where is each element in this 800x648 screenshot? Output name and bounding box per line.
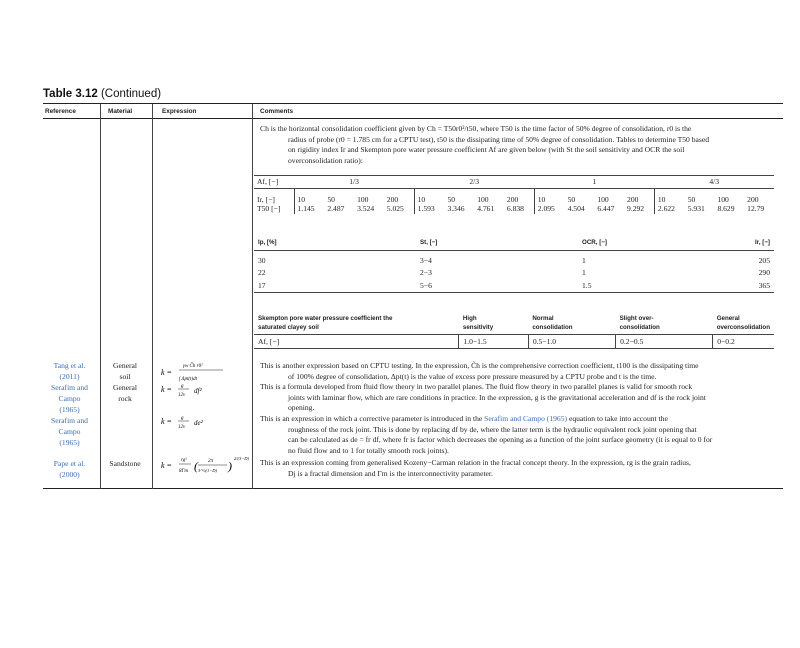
formula-serafim-1-graphic — [161, 380, 221, 402]
svg-text:rg²: rg² — [181, 458, 187, 463]
ir-value: 200 — [506, 195, 519, 204]
t50-table — [254, 175, 774, 214]
ir-t50-cell — [654, 189, 684, 215]
cell: 2−3 — [420, 268, 432, 278]
svg-text:12ν: 12ν — [178, 425, 186, 430]
cell: 3−4 — [420, 255, 432, 265]
ref-line: (1965) — [59, 405, 80, 414]
table-row — [254, 267, 774, 280]
ir-value: 50 — [447, 195, 456, 204]
svg-text:k =: k = — [161, 461, 172, 470]
table-row — [254, 335, 774, 349]
consolidation-comment — [260, 124, 786, 166]
svg-text:2/(3−D): 2/(3−D) — [234, 456, 250, 461]
comment-line: on rigidity index Ir and Skempton pore water pressure coefficient Af are given below (with St the soil sensitivity and OCR the soil — [288, 145, 685, 155]
comment-line: opening. — [288, 403, 315, 413]
table-label: Table 3.12 — [43, 88, 98, 100]
ir-value: 100 — [477, 195, 489, 204]
t50-value: 3.524 — [357, 204, 375, 213]
svg-text:12ν: 12ν — [178, 393, 186, 398]
ir-t50-cell — [414, 189, 444, 215]
ir-t50-cell — [534, 189, 564, 215]
col-header — [616, 312, 713, 335]
comment-line: can be calculated as de = fr df, where fr is factor which decreases the opening as a function of the joint surface geometry (it is equal to 0 for — [288, 435, 713, 445]
af-value: 4/3 — [709, 177, 720, 186]
column-divider — [152, 104, 153, 489]
cell: 0.5−1.0 — [528, 335, 615, 349]
material-line: rock — [118, 394, 132, 403]
cell: 290 — [758, 268, 770, 278]
formula-serafim-2 — [161, 412, 221, 436]
material-line: General — [112, 383, 138, 392]
col-header: St, [−] — [420, 239, 438, 246]
t50-value: 2.095 — [537, 204, 555, 213]
table-caption — [43, 88, 161, 100]
cell: 365 — [758, 280, 770, 290]
reference-serafim-1 — [43, 382, 96, 415]
t50-value: 6.838 — [506, 204, 524, 213]
col-header-line: High — [462, 315, 477, 322]
ir-value: 10 — [657, 195, 666, 204]
t50-value: 2.487 — [327, 204, 345, 213]
comment-line: Ch is the horizontal consolidation coefficient given by Ch = T50r0²/t50, where T50 is the time factor of 50% degree of consolidation, r0 is the — [260, 124, 692, 133]
top-rule — [43, 103, 783, 104]
ir-value: 100 — [597, 195, 609, 204]
ref-line: Pape et al. — [53, 459, 86, 468]
ir-t50-cell — [565, 189, 595, 215]
t50-label: T50 [−] — [257, 204, 281, 213]
col-header — [459, 312, 528, 335]
cell: 30 — [258, 255, 266, 265]
ir-value: 100 — [357, 195, 369, 204]
t50-value: 4.504 — [567, 204, 585, 213]
ir-value: 200 — [386, 195, 399, 204]
t50-value: 5.025 — [386, 204, 404, 213]
cell: 1 — [582, 268, 586, 278]
formula-serafim-2-graphic — [161, 412, 221, 434]
svg-text:df²: df² — [194, 387, 202, 395]
ref-line: Serafim and — [51, 383, 88, 392]
t50-value: 6.447 — [597, 204, 615, 213]
skempton-title — [254, 312, 459, 335]
t50-value: 3.346 — [447, 204, 465, 213]
cell: 205 — [758, 255, 770, 265]
row-label: Af, [−] — [254, 335, 459, 349]
svg-text:γw C̃h r0²: γw C̃h r0² — [183, 364, 203, 369]
ir-t50-cell — [444, 189, 474, 215]
comment-line: This is an expression coming from generalised Kozeny−Carman relation in the fractal concept theory. In the expression, rg is the grain radius, — [260, 458, 691, 467]
svg-text:de²: de² — [194, 419, 203, 427]
material-line: General — [112, 361, 138, 370]
col-header-line: Normal — [532, 315, 554, 322]
col-header-line: consolidation — [532, 324, 573, 331]
ir-t50-cell — [294, 189, 324, 215]
comment-text: equation to take into account the — [567, 414, 668, 423]
comment-tang — [260, 361, 786, 382]
af-label: Af, [−] — [257, 177, 279, 186]
svg-text:): ) — [228, 459, 232, 473]
ref-line: Serafim and — [51, 416, 88, 425]
reference-tang — [43, 360, 96, 382]
svg-text:g: g — [181, 416, 184, 421]
col-header: OCR, [−] — [582, 239, 607, 246]
material-sandstone — [105, 458, 145, 469]
material-line: soil — [119, 372, 131, 381]
ir-value: 200 — [627, 195, 639, 204]
table-caption-suffix: (Continued) — [100, 88, 162, 100]
ir-value: 50 — [327, 195, 335, 204]
col-header-line: Slight over- — [619, 315, 654, 322]
cell: 1.5 — [582, 280, 592, 290]
ir-t50-cell — [474, 189, 504, 215]
ir-value: 100 — [717, 195, 729, 204]
ir-t50-cell — [594, 189, 624, 215]
comment-line: no fluid flow and to 1 for totally smooth rock joints). — [288, 445, 449, 455]
ir-t50-cell — [714, 189, 744, 215]
ref-line: Campo — [58, 427, 81, 436]
formula-serafim-1 — [161, 380, 221, 404]
comment-line: This is another expression based on CPTU testing. In the expression, C̃h is the comprehensive correction coefficient, t100 is the dissipating time — [260, 361, 699, 370]
column-divider — [252, 104, 253, 489]
citation-link[interactable]: Serafim and Campo (1965) — [484, 414, 568, 423]
comment-line: roughness of the rock joint. This is done by replacing df by de, where the latter term is the hydraulic equivalent rock joint opening that — [288, 424, 697, 434]
ir-label: Ir, [−] — [257, 195, 275, 204]
material-general-soil — [105, 360, 145, 382]
svg-text:(: ( — [194, 459, 198, 473]
reference-serafim-2 — [43, 415, 96, 448]
svg-text:2π: 2π — [208, 459, 214, 464]
col-header — [713, 312, 774, 335]
ir-value: 10 — [537, 195, 546, 204]
ir-t50-cell — [744, 189, 774, 215]
ref-line: (2011) — [59, 372, 80, 381]
ir-value: 50 — [567, 195, 576, 204]
ir-t50-cell — [384, 189, 414, 215]
ir-t50-cell — [504, 189, 534, 215]
cell: 0−0.2 — [717, 337, 735, 346]
cell: 0.2−0.5 — [616, 335, 713, 349]
t50-value: 9.292 — [627, 204, 645, 213]
header-reference: Reference — [45, 108, 76, 115]
t50-value: 8.629 — [717, 204, 735, 213]
comment-line: radius of probe (r0 = 1.785 cm for a CPTU test), t50 is the dissipating time of 50% degree of consolidation. Tables to determine T50 based — [288, 134, 710, 144]
ir-value: 50 — [687, 195, 696, 204]
ir-t50-labels — [254, 189, 294, 215]
comment-line — [260, 414, 786, 425]
cell: 17 — [258, 280, 266, 290]
comment-line: overconsolidation ratio): — [288, 155, 363, 165]
header-expression: Expression — [162, 108, 197, 115]
t50-value: 1.593 — [417, 204, 435, 213]
cell: 1 — [582, 255, 586, 265]
ir-t50-cell — [624, 189, 654, 215]
comment-text: This is an expression in which a corrective parameter is introduced in the — [260, 414, 485, 423]
material-general-rock — [105, 382, 145, 404]
table-row — [254, 255, 774, 268]
soil-index-table — [254, 237, 774, 293]
column-divider — [100, 104, 101, 489]
t50-value: 2.622 — [657, 204, 675, 213]
af-value: 1/3 — [349, 177, 359, 186]
formula-pape-graphic — [161, 452, 251, 480]
ir-t50-cell — [324, 189, 354, 215]
af-value: 1 — [592, 177, 597, 186]
col-header-line: consolidation — [619, 324, 660, 331]
cell: 22 — [258, 268, 266, 278]
comment-line: Dj is a fractal dimension and Γm is the interconnectivity parameter. — [288, 468, 493, 478]
comment-line: joints with laminar flow, which are rare conditions in practice. In the expression, g is the gravitational acceleration and df is the rock joint — [288, 392, 706, 402]
ref-line: (1965) — [59, 438, 80, 447]
header-rule — [43, 118, 783, 119]
ref-line: (2000) — [59, 470, 80, 479]
ir-t50-cell — [354, 189, 384, 215]
comment-line: of 100% degree of consolidation, Δpt(t) is the value of excess pore pressure measured by a CPTU probe and t is the time. — [288, 371, 657, 381]
ir-value: 200 — [747, 195, 759, 204]
t50-value: 12.79 — [747, 204, 765, 213]
col-header — [528, 312, 615, 335]
skempton-title-line: Skempton pore water pressure coefficient the — [258, 315, 393, 322]
skempton-table — [254, 312, 774, 349]
table-row — [254, 280, 774, 293]
ref-line: Campo — [58, 394, 81, 403]
svg-text:k =: k = — [161, 385, 172, 394]
ref-line: Tang et al. — [53, 361, 86, 370]
col-header: Ir, [−] — [755, 239, 770, 246]
svg-text:k =: k = — [161, 417, 172, 426]
cell: 1.0−1.5 — [459, 335, 528, 349]
svg-text:k =: k = — [161, 368, 172, 377]
reference-pape — [43, 458, 96, 480]
formula-pape — [161, 452, 251, 482]
header-comments: Comments — [260, 108, 294, 115]
skempton-title-line: saturated clayey soil — [258, 324, 319, 331]
svg-text:8Γm: 8Γm — [179, 469, 188, 474]
header-material: Material — [108, 108, 133, 115]
col-header-line: General — [716, 315, 740, 322]
ir-value: 10 — [417, 195, 426, 204]
svg-text:∫ Δpt(t)dt: ∫ Δpt(t)dt — [179, 377, 197, 382]
comment-line: This is a formula developed from fluid flow theory in two parallel planes. The fluid flow theory in two parallel planes is valid for smooth rock — [260, 382, 693, 391]
bottom-rule — [43, 488, 783, 489]
af-value: 2/3 — [469, 177, 480, 186]
t50-value: 5.931 — [687, 204, 705, 213]
material-line: Sandstone — [109, 459, 141, 468]
t50-value: 4.761 — [477, 204, 495, 213]
svg-text:g: g — [181, 384, 184, 389]
comment-serafim-1 — [260, 382, 786, 414]
col-header: Ip, [%] — [258, 239, 277, 246]
t50-value: 1.145 — [297, 204, 315, 213]
ir-row — [254, 189, 774, 215]
ir-value: 10 — [297, 195, 306, 204]
svg-text:3^½(1−D): 3^½(1−D) — [198, 468, 218, 473]
comment-pape — [260, 458, 786, 479]
col-header-line: sensitivity — [462, 324, 494, 331]
ir-t50-cell — [685, 189, 715, 215]
col-header-line: overconsolidation — [716, 324, 770, 331]
comment-serafim-2 — [260, 414, 786, 456]
cell: 5−6 — [420, 280, 432, 290]
